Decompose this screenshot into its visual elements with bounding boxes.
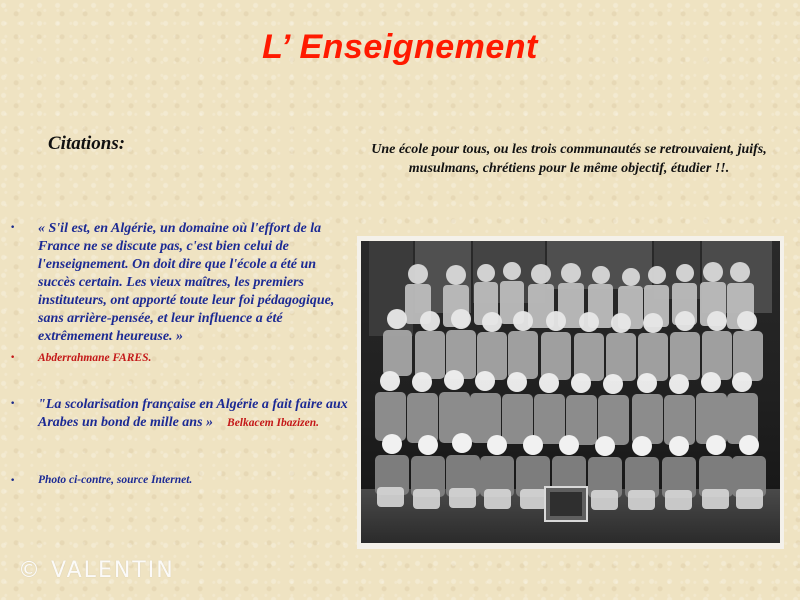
- quote-author-1: Abderrahmane FARES.: [38, 352, 152, 364]
- quote-bullet-3: •: [10, 399, 16, 409]
- quote-text-2: [38, 396, 348, 432]
- photo-caption: Une école pour tous, ou les trois communautés se retrouvaient, juifs, musulmans, chrétiens pour le même objectif, étudier !!.: [371, 142, 767, 176]
- quote-bullet-2: •: [10, 353, 16, 363]
- photo-frame: [357, 236, 784, 549]
- quote-author-2: Belkacem Ibazizen.: [227, 417, 320, 429]
- photo-source-note: Photo ci-contre, source Internet.: [38, 474, 193, 486]
- school-class-photo: [361, 241, 780, 543]
- quote-text-1: « S'il est, en Algérie, un domaine où l'effort de la France ne se discute pas, c'est bien celui de l'enseignement. On doit dire que l'école a été un succès certain. Les vieux maîtres, les premiers instituteurs, ont apporté toute leur foi pédagogique, sans arrière-pensée, et leur influence a été extrêmement heureuse. »: [38, 221, 335, 344]
- citations-heading: Citations:: [48, 133, 126, 154]
- school-class-photo-illustration: [361, 241, 780, 543]
- valentin-watermark: © VALENTIN: [18, 558, 175, 583]
- slide-title: L’ Enseignement: [262, 28, 538, 66]
- quote-text-2-body: "La scolarisation française en Algérie a fait faire aux Arabes un bond de mille ans »: [38, 397, 348, 430]
- note-bullet: •: [10, 476, 16, 486]
- quote-bullet-1: •: [10, 223, 16, 233]
